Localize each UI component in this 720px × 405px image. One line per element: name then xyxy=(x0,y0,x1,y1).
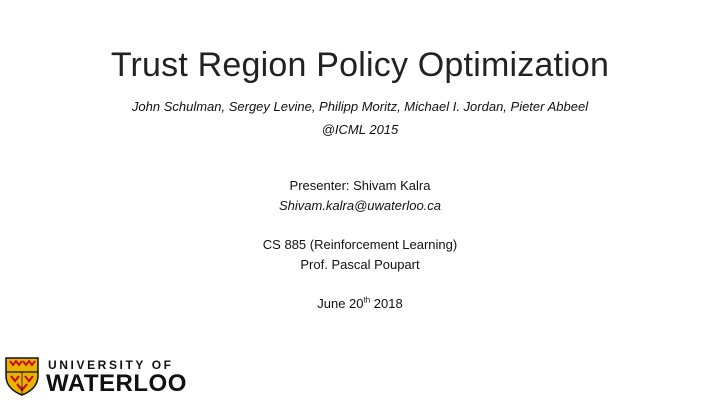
course-line: CS 885 (Reinforcement Learning) xyxy=(262,237,458,252)
logo-university-of: UNIVERSITY OF xyxy=(48,358,174,372)
date-month-day: June 20 xyxy=(317,296,364,311)
professor-line: Prof. Pascal Poupart xyxy=(300,257,420,272)
slide-title: Trust Region Policy Optimization xyxy=(110,46,610,84)
presenter-email: Shivam.kalra@uwaterloo.ca xyxy=(278,198,442,213)
venue-line: @ICML 2015 xyxy=(321,122,399,137)
logo-waterloo: WATERLOO xyxy=(46,370,187,397)
presenter-line: Presenter: Shivam Kalra xyxy=(289,178,431,193)
date-line xyxy=(0,296,720,311)
university-shield-icon xyxy=(4,356,40,396)
authors-line: John Schulman, Sergey Levine, Philipp Moritz, Michael I. Jordan, Pieter Abbeel xyxy=(131,99,589,114)
date-year: 2018 xyxy=(370,296,403,311)
university-logo xyxy=(4,356,187,398)
date-suffix: th xyxy=(363,295,371,305)
